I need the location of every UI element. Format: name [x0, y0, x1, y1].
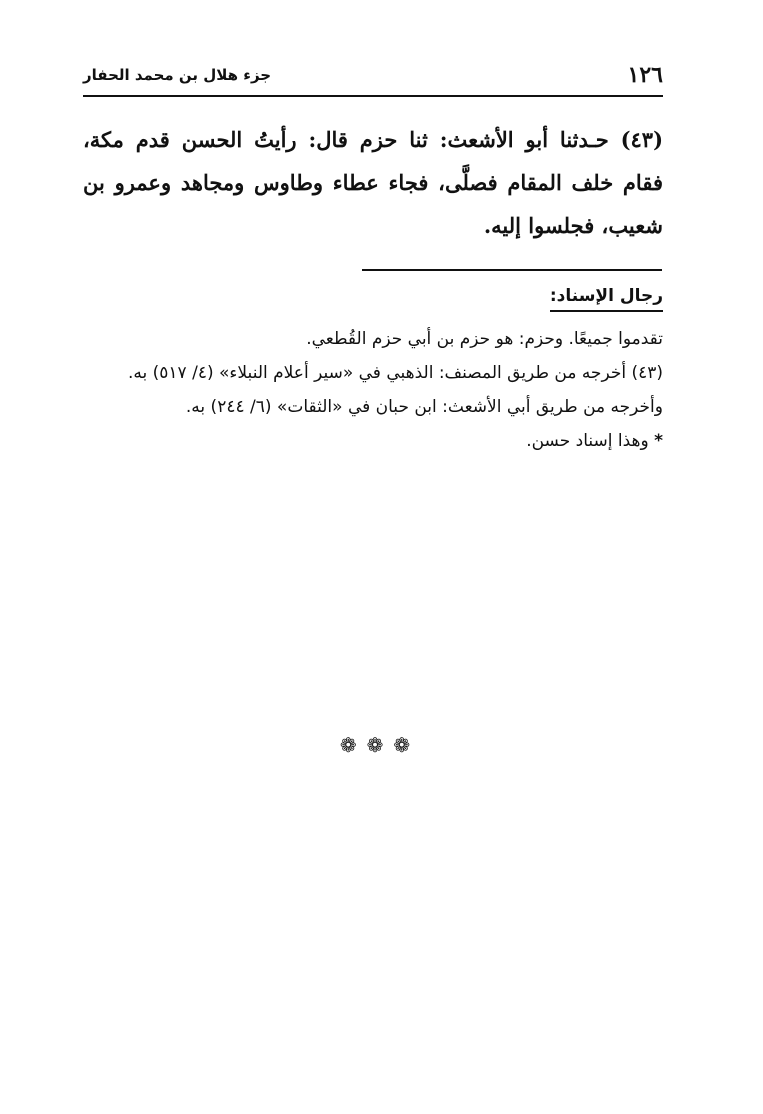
running-header [83, 60, 663, 92]
page-number: ١٢٦ [627, 62, 663, 88]
grading-text: وهذا إسناد حسن. [526, 431, 649, 451]
footnotes [83, 322, 663, 458]
note-takhrij-1: (٤٣) أخرجه من طريق المصنف: الذهبي في «سير أعلام النبلاء» (٤/ ٥١٧) به. [128, 363, 663, 383]
header-rule [83, 95, 663, 97]
hadith-paragraph [83, 118, 663, 247]
note-takhrij-2: وأخرجه من طريق أبي الأشعث: ابن حبان في «الثقات» (٦/ ٢٤٤) به. [185, 397, 663, 417]
asterisk-icon: * [654, 431, 663, 451]
footnote-separator [362, 269, 662, 271]
book-title: جزء هلال بن محمد الحفار [83, 66, 272, 84]
hadith-number: (٤٣) [620, 127, 663, 152]
section-heading: رجال الإسناد: [550, 286, 663, 312]
hadith-text: حـدثنا أبو الأشعث: ثنا حزم قال: رأيتُ الحسن قدم مكة، فقام خلف المقام فصلَّى، فجاء عطاء وطاوس ومجاهد وعمرو بن شعيب، فجلسوا إليه. [83, 127, 663, 238]
note-grading [83, 424, 663, 458]
note-narrators: تقدموا جميعًا. وحزم: هو حزم بن أبي حزم القُطعي. [306, 329, 663, 349]
flower-ornament-icon: ❁❁❁ [339, 733, 421, 757]
